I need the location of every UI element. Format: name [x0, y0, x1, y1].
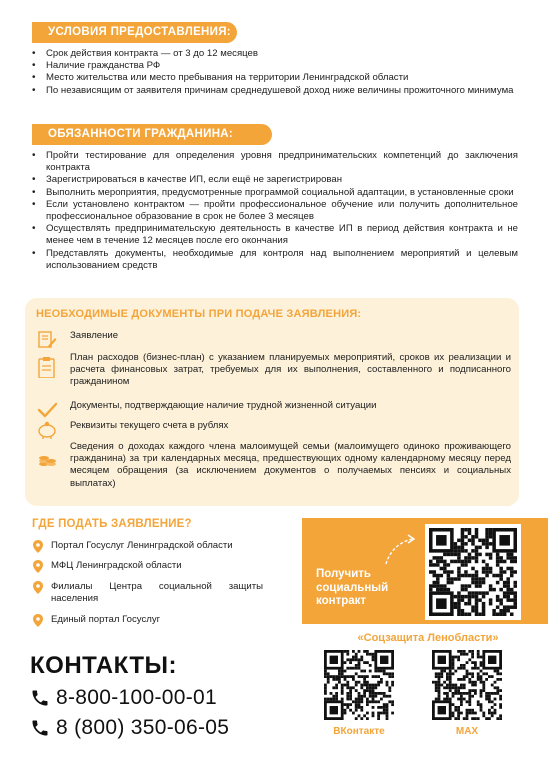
qr-code-vk[interactable] [324, 650, 394, 720]
document-text: Документы, подтверждающие наличие трудной жизненной ситуации [70, 400, 377, 411]
list-item [36, 420, 511, 440]
qr-code-max[interactable] [432, 650, 502, 720]
checkmark-icon [36, 400, 58, 420]
qr-code-icon [324, 650, 394, 720]
where-text: Портал Госуслуг Ленинградской области [51, 540, 233, 551]
phone-number[interactable]: 8 (800) 350-06-05 [56, 716, 230, 739]
arrow-icon [380, 530, 420, 570]
list-item [36, 352, 511, 389]
list-item: • Представлять документы, необходимые для контроля над выполнением мероприятий и целевым использованием средств [30, 248, 518, 272]
conditions-title: УСЛОВИЯ ПРЕДОСТАВЛЕНИЯ: [32, 22, 237, 43]
card-line: социальный [316, 581, 389, 594]
phone-icon [30, 688, 50, 708]
business-plan-icon [36, 352, 58, 378]
phone-row[interactable] [30, 686, 217, 710]
documents-title: НЕОБХОДИМЫЕ ДОКУМЕНТЫ ПРИ ПОДАЧЕ ЗАЯВЛЕНИЯ: [36, 308, 362, 320]
list-item [36, 330, 511, 350]
card-line: контракт [316, 595, 367, 607]
phone-icon [30, 718, 50, 738]
list-item: • По независящим от заявителя причинам среднедушевой доход ниже величины прожиточного минимума [30, 85, 518, 97]
application-icon [36, 330, 58, 350]
where-title: ГДЕ ПОДАТЬ ЗАЯВЛЕНИЕ? [32, 518, 192, 530]
list-item: • Место жительства или место пребывания на территории Ленинградской области [30, 72, 518, 84]
conditions-list [30, 48, 518, 97]
list-item: • Зарегистрироваться в качестве ИП, если ещё не зарегистрирован [30, 174, 518, 186]
list-item: • Наличие гражданства РФ [30, 60, 518, 72]
qr-code-icon [432, 650, 502, 720]
list-item [33, 540, 263, 553]
list-item: • Осуществлять предпринимательскую деятельность в качестве ИП в период действия контракта и не менее чем в течение 12 месяцев после его окончания [30, 223, 518, 247]
phone-row[interactable] [30, 716, 229, 740]
list-item [33, 581, 263, 605]
vk-label[interactable]: ВКонтакте [333, 726, 385, 737]
card-text [316, 568, 416, 609]
list-item: • Выполнить мероприятия, предусмотренные программой социальной адаптации, в установленные сроки [30, 187, 518, 199]
list-item: • Пройти тестирование для определения уровня предпринимательских компетенций до заключения контракта [30, 150, 518, 174]
location-pin-icon [33, 581, 43, 594]
where-text: Филиалы Центра социальной защиты населения [51, 581, 263, 605]
document-text: Реквизиты текущего счета в рублях [70, 420, 229, 431]
max-label[interactable]: MAX [455, 726, 479, 737]
list-item: • Срок действия контракта — от 3 до 12 месяцев [30, 48, 518, 60]
location-pin-icon [33, 614, 43, 627]
coins-icon [36, 449, 58, 469]
phone-number[interactable]: 8-800-100-00-01 [56, 686, 217, 709]
location-pin-icon [33, 540, 43, 553]
list-item [36, 441, 511, 490]
location-pin-icon [33, 560, 43, 573]
list-item [33, 560, 263, 573]
qr-code-icon [429, 528, 517, 616]
duties-title: ОБЯЗАННОСТИ ГРАЖДАНИНА: [32, 124, 272, 145]
list-item: • Если установлено контрактом — пройти профессиональное обучение или получить дополнительное профессиональное образование в срок не более 3 месяцев [30, 199, 518, 223]
social-title: «Соцзащита Ленобласти» [357, 632, 499, 644]
document-text: Заявление [70, 330, 119, 341]
qr-code-contract[interactable] [425, 524, 521, 620]
duties-list [30, 150, 518, 272]
card-line: Получить [316, 568, 372, 580]
where-text: Единый портал Госуслуг [51, 614, 161, 625]
contacts-title: КОНТАКТЫ: [30, 652, 178, 679]
list-item [33, 614, 263, 627]
document-text: Сведения о доходах каждого члена малоимущей семьи (малоимущего одиноко проживающего гражданина) за три календарных месяца, предшествующих одному календарному месяцу перед месяцем обращения (за исключением документов о получаемых пенсиях и социальных выплатах) [70, 441, 511, 489]
piggy-bank-icon [36, 420, 58, 440]
document-text: План расходов (бизнес-план) с указанием планируемых мероприятий, сроков их реализации и расчета финансовых затрат, требуемых для их выполнения, составленного и подписанного гражданином [70, 352, 511, 388]
where-text: МФЦ Ленинградской области [51, 560, 182, 571]
list-item [36, 400, 511, 420]
